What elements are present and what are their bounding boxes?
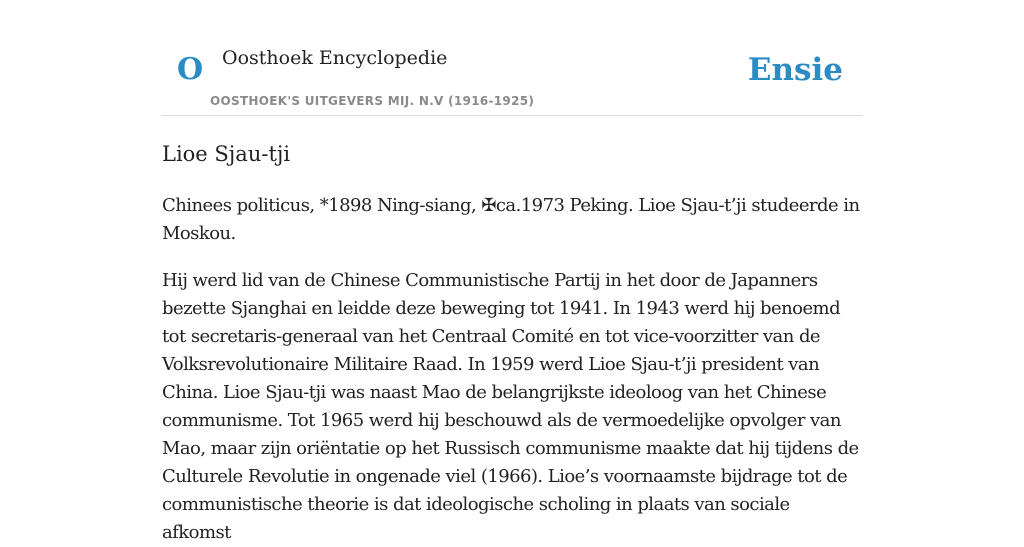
article bbox=[162, 138, 862, 547]
article-title: Lioe Sjau-tji bbox=[162, 142, 291, 166]
publisher-subtitle: OOSTHOEK'S UITGEVERS MIJ. N.V (1916-1925) bbox=[210, 94, 535, 108]
article-paragraph: Hij werd lid van de Chinese Communistische Partij in het door de Japanners bezette Sjanghai en leidde deze beweging tot 1941. In 1943 werd hij benoemd tot secretaris-generaal van het Centraal Comité en tot vice-voorzitter van de Volksrevolutionaire Militaire Raad. In 1959 werd Lioe Sjau-t’ji president van China. Lioe Sjau-tji was naast Mao de belangrijkste ideoloog van het Chinese communisme. Tot 1965 werd hij beschouwd als de vermoedelijke opvolger van Mao, maar zijn oriëntatie op het Russisch communisme maakte dat hij tijdens de Culturele Revolutie in ongenade viel (1966). Lioe’s voornaamste bijdrage tot de communistische theorie is dat ideologische scholing in plaats van sociale afkomst bbox=[162, 270, 859, 543]
ensie-brand-link[interactable]: Ensie bbox=[747, 52, 843, 88]
site-header bbox=[162, 36, 862, 116]
site-title[interactable]: Oosthoek Encyclopedie bbox=[222, 47, 448, 69]
article-paragraph: Chinees politicus, *1898 Ning-siang, ✠ca.1973 Peking. Lioe Sjau-t’ji studeerde in Moskou. bbox=[162, 195, 860, 244]
site-logo-letter[interactable]: O bbox=[177, 52, 204, 87]
